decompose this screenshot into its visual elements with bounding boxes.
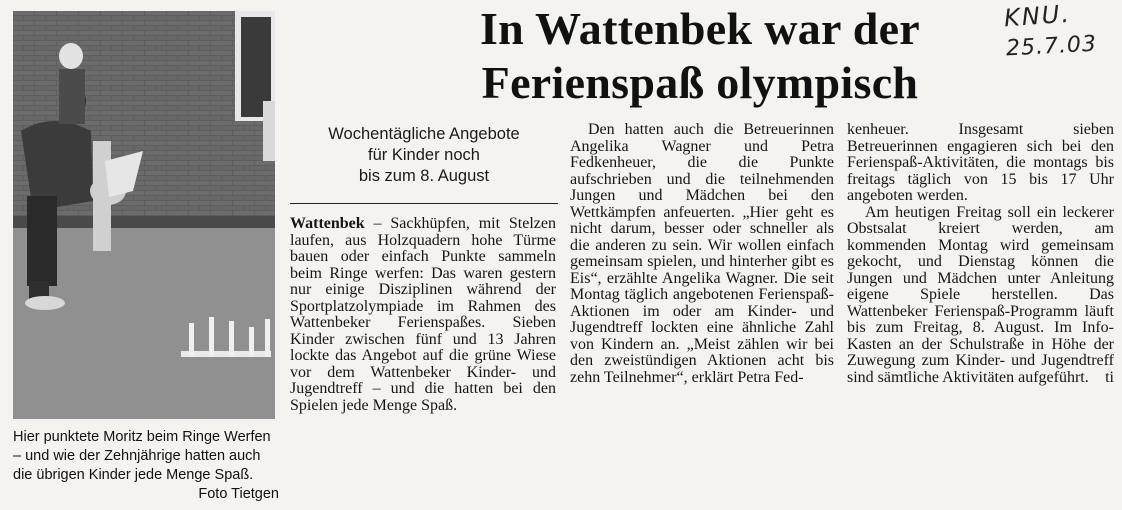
subheadline [290, 124, 558, 187]
column-3-paragraph-1: kenheuer. Insgesamt sieben Betreuerinnen engagieren sich bei den Ferienspaß-Aktivitäten, die montags bis freitags täglich von 15 bis 17 Uhr angeboten werden. [847, 121, 1114, 204]
column-2-text: Den hatten auch die Betreuerinnen Angelika Wagner und Petra Fedkenheuer, die die Punkte aufschrieben und die teilnehmenden Jungen und Mädchen bei den Wettkämpfen anfeuerten. „Hier geht es nicht darum, besser oder schneller als die anderen zu sein. Wir wollen einfach gemeinsam spielen, und hinterher gibt es Eis“, erzählte Angelika Wagner. Die seit Montag täglich angebotenen Ferienspaß-Aktionen im oder am Kinder- und Jugendtreff lockten eine ähnliche Zahl von Kindern an. „Meist zählen wir bei den zweistündigen Aktionen acht bis zehn Teilnehmer“, erklärt Petra Fed- [570, 121, 834, 386]
dateline: Wattenbek [290, 215, 365, 232]
author-signature: ti [1105, 368, 1114, 386]
article-column-3 [847, 122, 1114, 386]
photo-credit: Foto Tietgen [198, 486, 279, 502]
divider [290, 203, 558, 204]
caption-text: Hier punktete Moritz beim Ringe Werfen – und wie der Zehnjährige hatten auch die übrigen Kinder jede Menge Spaß. [13, 429, 271, 483]
subhead-line-2: für Kinder noch [368, 146, 480, 164]
article-column-1 [290, 216, 556, 414]
subhead-line-1: Wochentägliche Angebote [328, 125, 520, 143]
handwritten-date: 25.7.03 [1005, 31, 1098, 62]
photo-caption [13, 428, 279, 504]
headline [430, 2, 970, 110]
headline-line-1: In Wattenbek war der [479, 3, 921, 54]
headline-line-2: Ferienspaß olympisch [481, 57, 919, 108]
article-photo [13, 11, 275, 419]
handwritten-source: KNU. [1003, 0, 1072, 33]
handwritten-note [1000, 0, 1110, 70]
column-3-paragraph-2: Am heutigen Freitag soll ein leckerer Obstsalat kreiert werden, am kommenden Montag wird gemeinsam gekocht, und Dienstag können die Jungen und Mädchen unter Anleitung eigene Spiele herstellen. Das Wattenbeker Ferienspaß-Programm läuft bis zum Freitag, 8. August. Im Info-Kasten an der Schulstraße in Höhe der Zuwegung zum Kinder- und Jugendtreff sind sämtliche Aktivitäten aufgeführt. [847, 203, 1114, 386]
children-playing-photo [13, 11, 275, 419]
article-column-2 [570, 122, 834, 386]
subhead-line-3: bis zum 8. August [358, 167, 490, 185]
column-1-text: – Sackhüpfen, mit Stelzen laufen, aus Holzquadern hohe Türme bauen oder einfach Punkte sammeln beim Ringe werfen: Das waren gestern nur einige Disziplinen während der Sportplatzolympiade im Rahmen des Wattenbeker Ferienspaßes. Sieben Kinder zwischen fünf und 13 Jahren lockte das Angebot auf die grüne Wiese vor dem Wattenbeker Kinder- und Jugendtreff – und die hatten bei den Spielen jede Menge Spaß. [290, 215, 556, 414]
